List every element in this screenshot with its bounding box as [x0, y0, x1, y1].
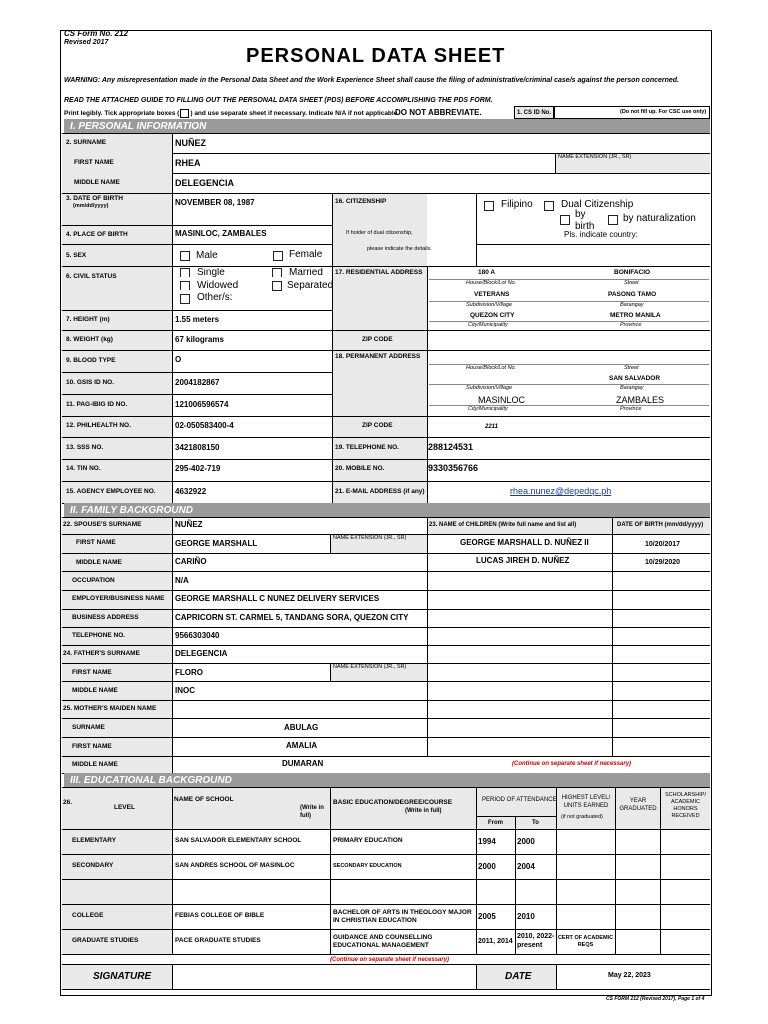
edu-row-2-to: 2004 — [517, 862, 535, 871]
firstname-label: FIRST NAME — [74, 159, 114, 166]
brgy-lbl: Barangay — [620, 302, 644, 308]
section-education: III. EDUCATIONAL BACKGROUND — [64, 773, 710, 787]
house-lbl: House/Block/Lot No. — [466, 280, 517, 286]
mother-surname-label: SURNAME — [72, 724, 105, 731]
separated-checkbox[interactable] — [272, 281, 282, 291]
separated-label: Separated — [287, 280, 334, 291]
firstname-value: RHEA — [175, 158, 201, 168]
telephone-value: 288124531 — [428, 442, 474, 452]
edu-row-2-school: SAN ANDRES SCHOOL OF MASINLOC — [175, 862, 295, 869]
mobile-value: 9330356766 — [428, 463, 479, 473]
telephone-label: 19. TELEPHONE NO. — [335, 444, 399, 451]
edu-row-2-level: SECONDARY — [72, 862, 114, 869]
business-address-label: BUSINESS ADDRESS — [72, 614, 139, 621]
sample-checkbox-icon — [180, 109, 189, 118]
business-address-value: CAPRICORN ST. CARMEL 5, TANDANG SORA, QUEZON CITY — [175, 613, 409, 622]
school-write-full: (Write in full) — [300, 805, 324, 819]
female-label: Female — [289, 249, 323, 260]
occupation-label: OCCUPATION — [72, 577, 115, 584]
edu-row-5-school: PACE GRADUATE STUDIES — [175, 937, 261, 944]
height-value: 1.55 meters — [175, 315, 220, 324]
print-note: Print legibly. Tick appropriate boxes ( ) and use separate sheet if necessary. Indicate N/A if not applicable. — [64, 110, 400, 118]
father-name-ext-label: NAME EXTENSION (JR., SR) — [333, 664, 407, 670]
mother-firstname-value: AMALIA — [286, 741, 318, 750]
perm-street-lbl: Street — [624, 365, 639, 371]
others-label: Other/s: — [197, 292, 233, 303]
form-number: CS Form No. 212 — [64, 29, 129, 38]
child-2-name: LUCAS JIREH D. NUÑEZ — [476, 556, 570, 565]
perm-city-lbl: City/Municipality — [468, 406, 508, 412]
date-value: May 22, 2023 — [608, 972, 651, 979]
father-firstname-label: FIRST NAME — [72, 669, 112, 676]
agency-label: 15. AGENCY EMPLOYEE NO. — [66, 488, 156, 495]
subd-lbl: Subdivision/Village — [466, 302, 513, 308]
filipino-label: Filipino — [501, 199, 533, 210]
mother-middlename-label: MIDDLE NAME — [72, 761, 118, 768]
widowed-label: Widowed — [197, 280, 239, 290]
weight-value: 67 kilograms — [175, 335, 224, 344]
date-label: DATE — [505, 971, 532, 982]
course-write-full: (Write in full) — [405, 808, 442, 814]
middlename-value: DELEGENCIA — [175, 178, 235, 188]
edu-row-4-course: BACHELOR OF ARTS IN THEOLOGY MAJOR IN CHRISTIAN EDUCATION — [333, 909, 472, 924]
father-middlename-label: MIDDLE NAME — [72, 687, 118, 694]
edu-row-1-course: PRIMARY EDUCATION — [333, 837, 403, 844]
filipino-checkbox[interactable] — [484, 201, 494, 211]
section-personal: I. PERSONAL INFORMATION — [64, 119, 710, 133]
edu-row-5-course: GUIDANCE AND COUNSELLING EDUCATIONAL MANAGEMENT — [333, 934, 433, 949]
edu-continue-note: (Continue on separate sheet if necessary) — [330, 957, 450, 963]
pob-label: 4. PLACE OF BIRTH — [66, 231, 128, 238]
highest-level-note: (if not graduated) — [561, 814, 603, 820]
spouse-firstname-label: FIRST NAME — [76, 539, 116, 546]
family-continue-note: (Continue on separate sheet if necessary) — [512, 761, 632, 767]
spouse-middlename-value: CARIÑO — [175, 557, 207, 566]
spouse-firstname-value: GEORGE MARSHALL — [175, 539, 258, 548]
widowed-checkbox[interactable] — [180, 281, 190, 290]
sss-label: 13. SSS NO. — [66, 444, 104, 451]
philhealth-value: 02-050583400-4 — [175, 421, 234, 430]
employer-label: EMPLOYER/BUSINESS NAME — [72, 595, 165, 602]
edu-row-5-to: 2010, 2022-present — [517, 933, 555, 949]
zip-label-2: ZIP CODE — [362, 422, 393, 429]
tin-label: 14. TIN NO. — [66, 465, 101, 472]
blood-value: O — [175, 355, 182, 364]
res-province: METRO MANILA — [610, 312, 661, 319]
edu-row-1-school: SAN SALVADOR ELEMENTARY SCHOOL — [175, 837, 302, 844]
csc-note: (Do not fill up. For CSC use only) — [620, 109, 707, 115]
form-reference: CS FORM 212 (Revised 2017), Page 1 of 4 — [606, 996, 705, 1002]
prov-lbl: Province — [620, 322, 642, 328]
father-middlename-value: INOC — [175, 686, 195, 695]
by-birth-checkbox[interactable] — [560, 215, 570, 225]
perm-brgy-lbl: Barangay — [620, 385, 644, 391]
edu-row-4-from: 2005 — [478, 912, 496, 921]
highest-level-header: HIGHEST LEVEL/ UNITS EARNED — [561, 795, 611, 809]
by-naturalization-checkbox[interactable] — [608, 215, 618, 225]
signature-label: SIGNATURE — [93, 971, 152, 982]
child-1-dob: 10/20/2017 — [645, 541, 681, 548]
gsis-value: 2004182867 — [175, 378, 220, 387]
blood-label: 9. BLOOD TYPE — [66, 357, 116, 364]
from-header: From — [488, 820, 503, 826]
guide-text: READ THE ATTACHED GUIDE TO FILLING OUT THE PERSONAL DATA SHEET (PDS) BEFORE ACCOMPLISHING THE PDS FORM. — [64, 97, 493, 104]
male-label: Male — [196, 250, 218, 261]
perm-province: ZAMBALES — [616, 395, 665, 405]
res-subdivision: VETERANS — [474, 291, 510, 298]
mobile-label: 20. MOBILE NO. — [335, 465, 385, 472]
tin-value: 295-402-719 — [175, 464, 221, 473]
children-dob-label: DATE OF BIRTH (mm/dd/yyyy) — [617, 522, 704, 528]
school-header: NAME OF SCHOOL — [174, 796, 234, 803]
sss-value: 3421808150 — [175, 443, 220, 452]
father-firstname-value: FLORO — [175, 668, 203, 677]
surname-label: 2. SURNAME — [66, 139, 107, 146]
perm-zip: 2211 — [485, 424, 498, 430]
married-checkbox[interactable] — [272, 268, 282, 277]
surname-value: NUÑEZ — [175, 138, 206, 148]
edu-row-4-to: 2010 — [517, 912, 535, 921]
spouse-name-ext-label: NAME EXTENSION (JR., SR) — [333, 535, 407, 541]
year-graduated-header: YEAR GRADUATED — [619, 798, 657, 812]
spouse-surname-label: 22. SPOUSE'S SURNAME — [63, 521, 142, 528]
agency-value: 4632922 — [175, 487, 207, 496]
edu-row-2-from: 2000 — [478, 862, 496, 871]
height-label: 7. HEIGHT (m) — [66, 316, 110, 323]
edu-row-4-level: COLLEGE — [72, 912, 104, 919]
perm-city: MASINLOC — [478, 395, 526, 405]
name-ext-label: NAME EXTENSION (JR., SR) — [558, 154, 632, 160]
edu-row-5-level: GRADUATE STUDIES — [72, 937, 139, 944]
res-barangay: PASONG TAMO — [608, 291, 657, 298]
edu-row-5-highest: CERT OF ACADEMIC REQS — [557, 935, 614, 948]
signature-field[interactable] — [173, 965, 475, 988]
female-checkbox[interactable] — [273, 251, 283, 261]
occupation-value: N/A — [175, 576, 189, 585]
course-header: BASIC EDUCATION/DEGREE/COURSE — [333, 799, 453, 806]
spouse-middlename-label: MIDDLE NAME — [76, 559, 122, 566]
permanent-address-label: 18. PERMANENT ADDRESS — [335, 353, 421, 360]
sex-label: 5. SEX — [66, 252, 87, 259]
child-1-name: GEORGE MARSHALL D. NUÑEZ II — [460, 538, 589, 547]
perm-house-lbl: House/Block/Lot No. — [466, 365, 517, 371]
mother-firstname-label: FIRST NAME — [72, 743, 112, 750]
philhealth-label: 12. PHILHEALTH NO. — [66, 422, 131, 429]
male-checkbox[interactable] — [180, 251, 190, 261]
perm-subd-lbl: Subdivision/Village — [466, 385, 513, 391]
by-naturalization-label: by naturalization — [623, 213, 696, 224]
dual-note-2: please indicate the details. — [367, 246, 432, 252]
city-lbl: City/Municipality — [468, 322, 508, 328]
res-street: BONIFACIO — [614, 269, 651, 276]
res-house: 180 A — [478, 269, 496, 276]
res-city: QUEZON CITY — [470, 312, 515, 319]
father-surname-value: DELEGENCIA — [175, 649, 228, 658]
spouse-surname-value: NUÑEZ — [175, 520, 203, 529]
mother-surname-value: ABULAG — [284, 723, 319, 732]
period-header: PERIOD OF ATTENDANCE — [482, 797, 557, 803]
edu-number: 26. — [63, 799, 73, 806]
pagibig-value: 121006596574 — [175, 400, 229, 409]
dual-citizenship-checkbox[interactable] — [544, 201, 554, 211]
pob-value: MASINLOC, ZAMBALES — [175, 229, 267, 238]
perm-barangay: SAN SALVADOR — [609, 375, 661, 382]
street-lbl: Street — [624, 280, 639, 286]
single-label: Single — [197, 268, 225, 277]
email-label: 21. E-MAIL ADDRESS (if any) — [335, 488, 425, 495]
page-title: PERSONAL DATA SHEET — [246, 45, 506, 67]
honors-header: SCHOLARSHIP/ ACADEMIC HONORS RECEIVED — [665, 792, 706, 819]
by-birth-label: by birth — [575, 209, 595, 232]
revised-label: Revised 2017 — [64, 39, 109, 46]
edu-row-5-from: 2011, 2014 — [478, 938, 513, 945]
dual-citizenship-label: Dual Citizenship — [561, 199, 634, 210]
residential-address-label: 17. RESIDENTIAL ADDRESS — [335, 269, 423, 276]
no-abbreviate: DO NOT ABBREVIATE. — [395, 108, 482, 117]
section-family: II. FAMILY BACKGROUND — [64, 503, 710, 517]
edu-row-1-level: ELEMENTARY — [72, 837, 117, 844]
mother-middlename-value: DUMARAN — [282, 759, 324, 768]
cs-id-label: 1. CS ID No. — [517, 110, 552, 116]
gsis-label: 10. GSIS ID NO. — [66, 379, 115, 386]
dob-value: NOVEMBER 08, 1987 — [175, 198, 255, 207]
middlename-label: MIDDLE NAME — [74, 179, 120, 186]
pagibig-label: 11. PAG-IBIG ID NO. — [66, 401, 128, 408]
employer-value: GEORGE MARSHALL C NUNEZ DELIVERY SERVICES — [175, 594, 380, 603]
citizenship-label: 16. CITIZENSHIP — [335, 198, 387, 205]
weight-label: 8. WEIGHT (kg) — [66, 336, 113, 343]
children-label: 23. NAME of CHILDREN (Write full name and list all) — [429, 522, 577, 528]
dual-note: If holder of dual citizenship, — [346, 230, 413, 236]
country-note: Pls. indicate country: — [564, 230, 638, 239]
warning-text: WARNING: Any misrepresentation made in the Personal Data Sheet and the Work Experience Sheet shall cause the filing of administrative/criminal case/s against the person concerned. — [64, 77, 680, 84]
perm-prov-lbl: Province — [620, 406, 642, 412]
spouse-telephone-value: 9566303040 — [175, 631, 220, 640]
child-2-dob: 10/29/2020 — [645, 559, 681, 566]
spouse-telephone-label: TELEPHONE NO. — [72, 632, 126, 639]
married-label: Married — [289, 268, 323, 277]
others-checkbox[interactable] — [180, 294, 190, 304]
father-surname-label: 24. FATHER'S SURNAME — [63, 650, 140, 657]
edu-row-1-from: 1994 — [478, 837, 496, 846]
level-header: LEVEL — [114, 804, 135, 811]
civil-status-label: 6. CIVIL STATUS — [66, 273, 117, 280]
dob-label: 3. DATE OF BIRTH — [66, 195, 123, 202]
edu-row-2-course: SECONDARY EDUCATION — [333, 863, 402, 869]
single-checkbox[interactable] — [180, 268, 190, 277]
mother-maiden-label: 25. MOTHER'S MAIDEN NAME — [63, 705, 157, 712]
edu-row-1-to: 2000 — [517, 837, 535, 846]
to-header: To — [532, 820, 539, 826]
email-link[interactable]: rhea.nunez@depedqc.ph — [510, 486, 612, 496]
zip-label: ZIP CODE — [362, 336, 393, 343]
dob-format: (mm/dd/yyyy) — [73, 203, 109, 209]
edu-row-4-school: FEBIAS COLLEGE OF BIBLE — [175, 912, 265, 919]
